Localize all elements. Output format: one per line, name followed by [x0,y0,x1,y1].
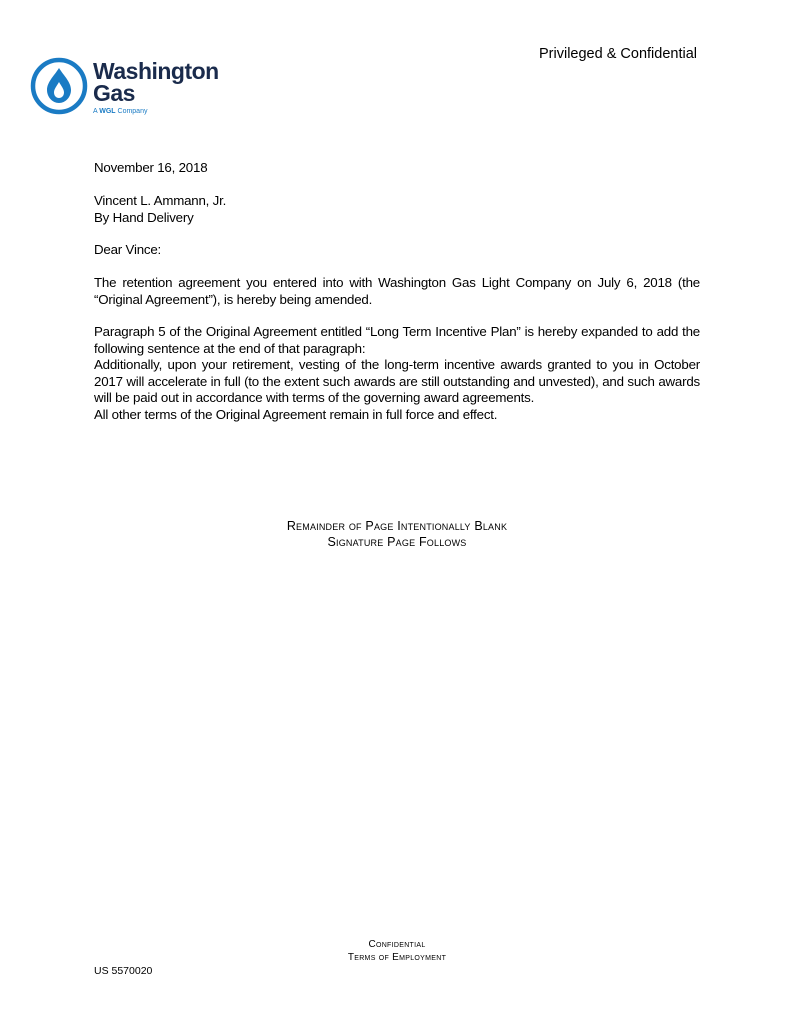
flame-icon [30,57,88,115]
paragraph-added-sentence: Additionally, upon your retirement, vesting of the long-term incentive awards granted to you in October 2017 will accelerate in full (to the extent such awards are still outstanding and unvested), and such awards will be paid out in accordance with terms of the governing award agreements. [94,357,700,405]
washington-gas-logo [30,55,230,121]
document-number: US 5570020 [94,965,153,977]
paragraph-amendment-intro: The retention agreement you entered into with Washington Gas Light Company on July 6, 2018 (the “Original Agreement”), is hereby being amended. [94,275,700,307]
logo-wordmark-line1: Washington [93,58,219,84]
paragraph-ltip-intro: Paragraph 5 of the Original Agreement entitled “Long Term Incentive Plan” is hereby expanded to add the following sentence at the end of that paragraph: [94,324,700,356]
delivery-method: By Hand Delivery [94,209,194,225]
privileged-confidential-header: Privileged & Confidential [539,46,697,62]
logo-tagline: A WGL Company [93,108,148,115]
paragraph-amendment-details [94,324,700,423]
page-footer [94,938,700,964]
page-notice [94,518,700,550]
recipient-name: Vincent L. Ammann, Jr. [94,193,227,208]
footer-terms: Terms of Employment [347,952,447,963]
salutation: Dear Vince: [94,242,162,257]
remainder-blank-notice: Remainder of Page Intentionally Blank [286,519,508,533]
letter-date: November 16, 2018 [94,160,208,175]
footer-confidential: Confidential [368,939,426,950]
signature-follows-notice: Signature Page Follows [327,535,467,549]
logo-wordmark-line2: Gas [93,80,135,106]
paragraph-closing: All other terms of the Original Agreement remain in full force and effect. [94,406,498,422]
recipient-block [94,193,700,226]
